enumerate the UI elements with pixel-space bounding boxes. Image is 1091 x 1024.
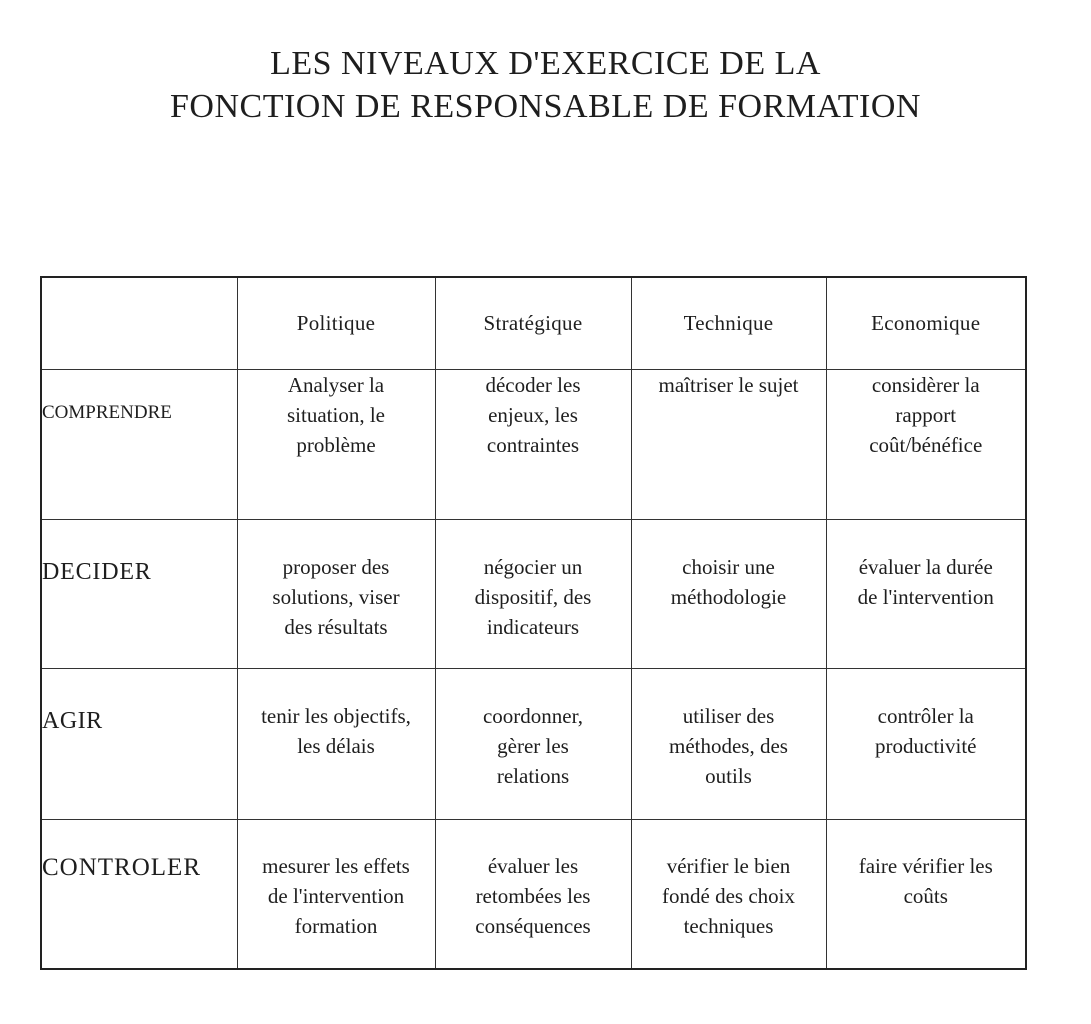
table-row-agir	[41, 668, 1026, 819]
column-header-economique: Economique	[826, 277, 1026, 369]
column-header-strategique: Stratégique	[435, 277, 631, 369]
table-cell	[826, 819, 1026, 969]
row-header-controler: CONTROLER	[41, 819, 237, 969]
cell-text: considèrer la rapport coût/bénéfice	[869, 372, 983, 457]
cell-text: mesurer les effets de l'intervention formation	[262, 853, 410, 938]
cell-text: coordonner, gèrer les relations	[482, 703, 584, 788]
cell-text: proposer des solutions, viser des résultats	[272, 554, 400, 639]
cell-text: maîtriser le sujet	[658, 372, 799, 397]
table-cell	[631, 519, 826, 668]
table-cell	[631, 668, 826, 819]
table-cell	[631, 369, 826, 519]
cell-text: tenir les objectifs, les délais	[261, 703, 411, 758]
row-header-comprendre: COMPRENDRE	[41, 369, 237, 519]
table-cell	[237, 519, 435, 668]
row-header-decider: DECIDER	[41, 519, 237, 668]
table-cell	[435, 668, 631, 819]
column-header-politique: Politique	[237, 277, 435, 369]
cell-text: vérifier le bien fondé des choix techniques	[662, 853, 795, 938]
title-line-2: FONCTION DE RESPONSABLE DE FORMATION	[170, 88, 921, 125]
cell-text: faire vérifier les coûts	[858, 853, 993, 908]
title-line-1: LES NIVEAUX D'EXERCICE DE LA	[270, 45, 821, 82]
table-cell	[435, 369, 631, 519]
table-cell	[826, 369, 1026, 519]
cell-text: utiliser des méthodes, des outils	[669, 703, 788, 788]
page-title	[0, 42, 1091, 128]
cell-text: négocier un dispositif, des indicateurs	[474, 554, 592, 639]
cell-text: Analyser la situation, le problème	[287, 372, 385, 457]
table-cell	[237, 819, 435, 969]
row-header-agir: AGIR	[41, 668, 237, 819]
table-cell	[237, 668, 435, 819]
cell-text: choisir une méthodologie	[670, 554, 787, 609]
cell-text: évaluer les retombées les conséquences	[475, 853, 591, 938]
cell-text: évaluer la durée de l'intervention	[857, 554, 994, 609]
levels-table	[40, 276, 1027, 970]
cell-text: contrôler la productivité	[875, 703, 977, 758]
corner-cell	[41, 277, 237, 369]
table-cell	[237, 369, 435, 519]
cell-text: décoder les enjeux, les contraintes	[485, 372, 581, 457]
table-row-controler	[41, 819, 1026, 969]
table-cell	[435, 519, 631, 668]
table-cell	[631, 819, 826, 969]
table-header-row	[41, 277, 1026, 369]
table-cell	[826, 668, 1026, 819]
column-header-technique: Technique	[631, 277, 826, 369]
table-cell	[435, 819, 631, 969]
table-row-comprendre	[41, 369, 1026, 519]
table-row-decider	[41, 519, 1026, 668]
table-cell	[826, 519, 1026, 668]
